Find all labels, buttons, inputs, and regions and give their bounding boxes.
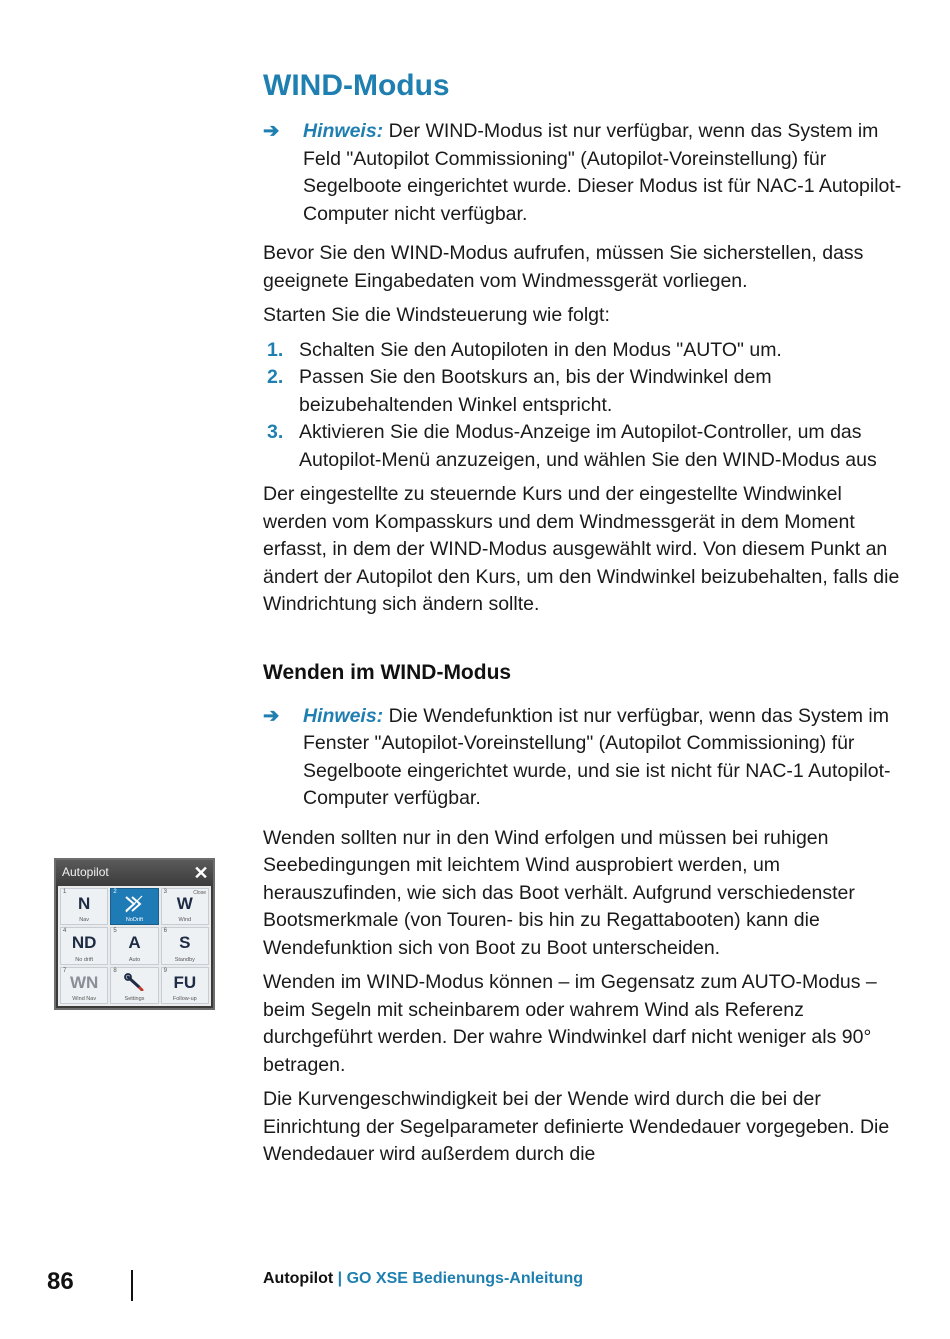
paragraph-tacking-speed: Die Kurvengeschwindigkeit bei der Wende wird durch die bei der Einrichtung der Segelparameter definierte Wendedauer vorgegeben. Die Wendedauer wird außerdem durch die [263, 1088, 890, 1165]
note-tacking [263, 703, 903, 813]
paragraph-start: Starten Sie die Windsteuerung wie folgt: [263, 304, 610, 326]
wrench-icon [111, 973, 157, 996]
tile-glyph: ND [71, 933, 97, 953]
autopilot-header [56, 860, 213, 886]
autopilot-panel [54, 858, 215, 1010]
main-content [263, 66, 903, 1176]
tile-index: 6 [163, 928, 167, 935]
tile-caption: Follow-up [172, 995, 197, 1002]
tile-caption: Nav [79, 917, 90, 924]
paragraph-tacking-reference: Wenden im WIND-Modus können – im Gegensatz zum AUTO-Modus – beim Segeln mit scheinbarem oder wahrem Wind als Referenz durchgeführt werden. Der wahre Windwinkel darf nicht weniger als 90° betragen. [263, 971, 877, 1076]
list-item [263, 364, 903, 419]
mode-tile-nodrift-selected[interactable] [110, 888, 158, 925]
step-text: Schalten Sie den Autopiloten in den Modus "AUTO" um. [299, 338, 782, 361]
mode-grid [58, 886, 211, 1006]
mode-tile-wind-nav[interactable] [60, 967, 108, 1004]
step-number: 3. [267, 421, 284, 443]
mode-tile-settings[interactable] [110, 967, 158, 1004]
mode-tile-wind[interactable] [161, 888, 209, 925]
tile-index: 2 [113, 889, 117, 895]
tile-caption: NoDrift [125, 917, 144, 924]
tile-index: 1 [63, 889, 67, 895]
tile-index: 4 [63, 928, 67, 935]
running-footer [263, 1270, 583, 1288]
tile-index: 9 [163, 967, 167, 974]
tile-glyph: N [78, 894, 91, 913]
tile-glyph: A [128, 933, 141, 953]
note-label: Hinweis: [303, 704, 384, 727]
mode-tile-nav[interactable] [60, 888, 108, 925]
steps-list [263, 337, 903, 475]
note-text: Die Wendefunktion ist nur verfügbar, wenn das System im Fenster "Autopilot-Voreinstellung" (Autopilot Commissioning) für Segelboote eingerichtet wurde, und sie ist nicht für NAC-1 Autopilot-Computer verfügbar. [303, 704, 891, 809]
list-item [263, 419, 903, 474]
list-item [263, 337, 903, 365]
note-label: Hinweis: [303, 120, 384, 142]
tile-caption: No drift [75, 956, 94, 963]
tile-glyph: WN [70, 972, 99, 992]
footer-divider [131, 1270, 133, 1301]
section-heading: Wenden im WIND-Modus [263, 660, 512, 684]
tile-index: 5 [113, 928, 117, 935]
paragraph-course: Der eingestellte zu steuernde Kurs und der eingestellte Windwinkel werden vom Kompasskurs und dem Windmessgerät in dem Moment erfasst, in dem der WIND-Modus ausgewählt wird. Von diesem Punkt an ändert der Autopilot den Kurs, um den Windwinkel beizubehalten, falls die Windrichtung sich ändern sollte. [263, 483, 900, 615]
tile-glyph: FU [173, 972, 197, 992]
tile-index: 3 [163, 889, 167, 895]
mode-tile-no-drift[interactable] [60, 927, 108, 964]
close-label: Close [193, 890, 206, 896]
step-text: Passen Sie den Bootskurs an, bis der Windwinkel dem beizubehaltenden Winkel entspricht. [299, 366, 772, 416]
tile-caption: Settings [124, 995, 145, 1002]
note-text: Der WIND-Modus ist nur verfügbar, wenn das System im Feld "Autopilot Commissioning" (Autopilot-Voreinstellung) für Segelboote eingerichtet wurde. Dieser Modus ist für NAC-1 Autopilot-Computer nicht verfügbar. [303, 120, 902, 225]
step-text: Aktivieren Sie die Modus-Anzeige im Autopilot-Controller, um das Autopilot-Menü anzuzeigen, und wählen Sie den WIND-Modus aus [299, 421, 877, 471]
tile-caption: Auto [128, 956, 141, 963]
step-number: 1. [267, 338, 284, 361]
mode-tile-follow-up[interactable] [161, 967, 209, 1004]
mode-tile-standby[interactable] [161, 927, 209, 964]
paragraph-tacking-conditions: Wenden sollten nur in den Wind erfolgen und müssen bei ruhigen Seebedingungen mit leichtem Wind ausprobiert werden, um herauszufinden, wie sich das Boot verhält. Aufgrund verschiedenster Bootsmerkmale (von Touren- bis hin zu Regattabooten) kann die Wendefunktion sich von Boot zu Boot unterscheiden. [263, 826, 855, 959]
step-number: 2. [267, 366, 284, 388]
autopilot-title: Autopilot [62, 865, 109, 879]
tile-index: 7 [63, 967, 67, 974]
mode-tile-auto[interactable] [110, 927, 158, 964]
note-wind-mode [263, 118, 903, 228]
tile-index: 8 [113, 967, 117, 974]
tile-glyph: W [176, 894, 193, 913]
footer-section: Autopilot [263, 1270, 334, 1287]
tile-glyph: S [179, 933, 191, 953]
close-icon[interactable]: ✕ [193, 863, 209, 883]
paragraph-prerequisite: Bevor Sie den WIND-Modus aufrufen, müssen Sie sicherstellen, dass geeignete Eingabedaten vom Windmessgerät vorliegen. [263, 242, 864, 292]
footer-manual-title: GO XSE Bedienungs-Anleitung [346, 1270, 584, 1287]
arrow-right-icon: ➔ [263, 704, 280, 727]
tile-caption: Wind Nav [72, 995, 97, 1002]
tile-caption: Wind [178, 917, 192, 924]
page-heading: WIND-Modus [263, 69, 450, 102]
page-number: 86 [47, 1268, 74, 1295]
tile-caption: Standby [174, 956, 195, 963]
nodrift-icon [111, 894, 157, 919]
arrow-right-icon: ➔ [263, 120, 280, 142]
footer-separator: | [333, 1270, 347, 1287]
